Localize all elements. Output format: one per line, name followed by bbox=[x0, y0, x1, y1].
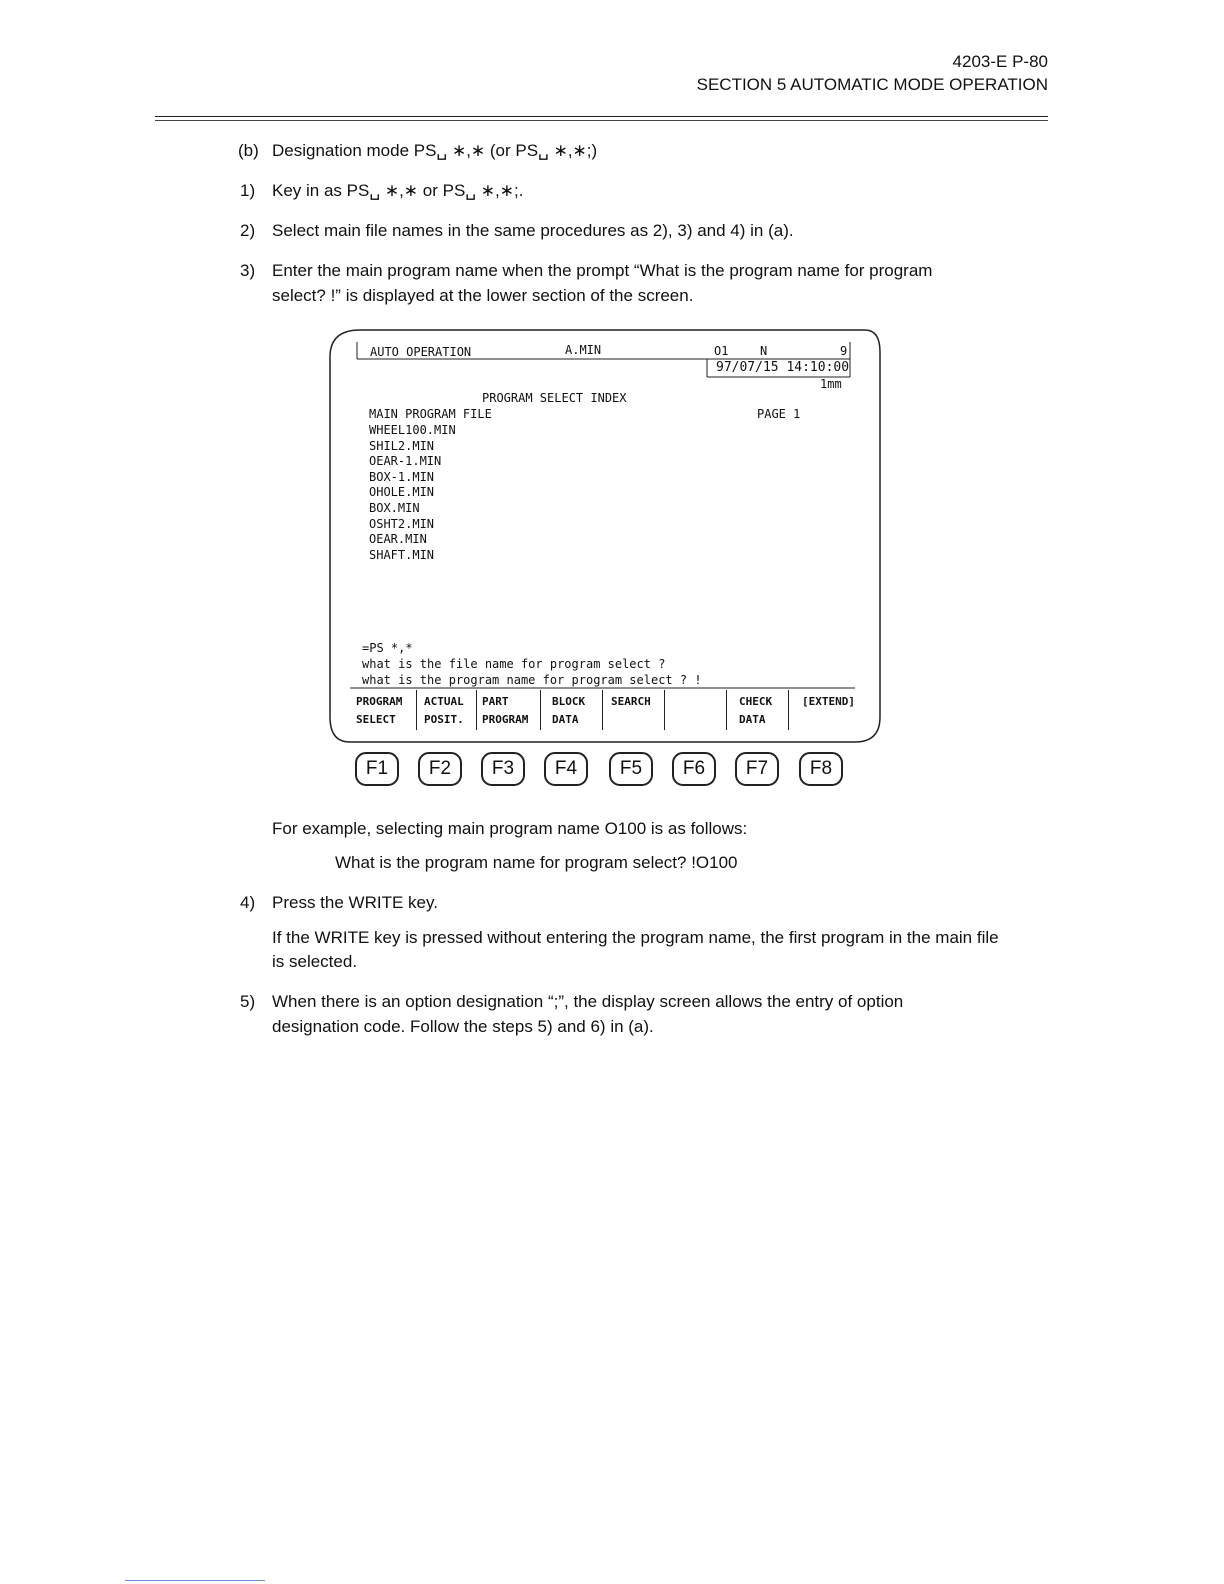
step-text-continued: select? !” is displayed at the lower section of the screen. bbox=[272, 286, 694, 305]
softkey-divider bbox=[416, 690, 417, 730]
softkey-divider bbox=[664, 690, 665, 730]
section-title: SECTION 5 AUTOMATIC MODE OPERATION bbox=[696, 75, 1048, 94]
example-prompt: What is the program name for program select? !O100 bbox=[335, 853, 738, 872]
footer-mark bbox=[125, 1580, 265, 1581]
step-number: 2) bbox=[240, 221, 256, 240]
softkey-program-select[interactable]: PROGRAM SELECT bbox=[356, 695, 403, 726]
example-intro: For example, selecting main program name O100 is as follows: bbox=[272, 819, 748, 838]
f5-key[interactable]: F5 bbox=[609, 752, 653, 786]
screen-prompt-1: what is the file name for program select ? bbox=[362, 657, 666, 671]
softkey-blank[interactable] bbox=[668, 693, 724, 729]
step-number: 3) bbox=[240, 261, 256, 280]
file-item[interactable]: BOX.MIN bbox=[369, 500, 420, 515]
f6-key[interactable]: F6 bbox=[672, 752, 716, 786]
softkey-divider bbox=[602, 690, 603, 730]
screen-list-title: MAIN PROGRAM FILE bbox=[369, 407, 492, 421]
file-item[interactable]: OHOLE.MIN bbox=[369, 485, 435, 500]
document-page-number: 4203-E P-80 bbox=[952, 52, 1048, 71]
f2-key[interactable]: F2 bbox=[418, 752, 462, 786]
file-item[interactable]: WHEEL100.MIN bbox=[369, 423, 456, 437]
step-text: Enter the main program name when the prompt “What is the program name for program bbox=[272, 261, 933, 280]
screen-page: PAGE 1 bbox=[757, 407, 801, 421]
screen-datetime: 97/07/15 14:10:00 bbox=[716, 360, 850, 375]
screen-prompt-2[interactable]: what is the program name for program select ? ! bbox=[362, 673, 702, 687]
subsection-title: Designation mode PS␣ ∗,∗ (or PS␣ ∗,∗;) bbox=[272, 141, 598, 160]
softkey-part-program[interactable]: PART PROGRAM bbox=[482, 695, 529, 726]
step-text: Key in as PS␣ ∗,∗ or PS␣ ∗,∗;. bbox=[272, 181, 524, 200]
step-number: 1) bbox=[240, 181, 256, 200]
softkey-divider bbox=[788, 690, 789, 730]
screen-n-value: 9 bbox=[840, 344, 848, 358]
write-note-continued: is selected. bbox=[272, 952, 358, 971]
softkey-divider bbox=[726, 690, 727, 730]
step-number: 4) bbox=[240, 893, 256, 912]
step-text: Select main file names in the same procedures as 2), 3) and 4) in (a). bbox=[272, 221, 794, 240]
screen-n-label: N bbox=[760, 344, 768, 358]
softkey-search[interactable]: SEARCH bbox=[611, 695, 651, 708]
f8-key[interactable]: F8 bbox=[799, 752, 843, 786]
step-text: When there is an option designation “;”, the display screen allows the entry of option bbox=[272, 992, 904, 1011]
step-number: 5) bbox=[240, 992, 256, 1011]
subsection-label: (b) bbox=[238, 141, 259, 160]
file-item[interactable]: OEAR.MIN bbox=[369, 532, 427, 547]
file-item[interactable]: SHAFT.MIN bbox=[369, 547, 435, 562]
screen-o-label: O1 bbox=[714, 344, 729, 358]
file-item[interactable]: OEAR-1.MIN bbox=[369, 454, 442, 469]
f1-key[interactable]: F1 bbox=[355, 752, 399, 786]
f3-key[interactable]: F3 bbox=[481, 752, 525, 786]
write-note: If the WRITE key is pressed without entering the program name, the first program in the main file bbox=[272, 928, 999, 947]
softkey-extend[interactable]: [EXTEND] bbox=[802, 695, 855, 708]
file-item[interactable]: BOX-1.MIN bbox=[369, 469, 435, 484]
file-item[interactable]: OSHT2.MIN bbox=[369, 516, 435, 531]
softkey-check-data[interactable]: CHECK DATA bbox=[739, 695, 773, 726]
header-rule-thin bbox=[155, 120, 1048, 121]
header-rule bbox=[155, 116, 1048, 117]
step-text: Press the WRITE key. bbox=[272, 893, 438, 912]
softkey-actual-posit[interactable]: ACTUAL POSIT. bbox=[424, 695, 464, 726]
screen-mode: AUTO OPERATION bbox=[370, 345, 472, 359]
f4-key[interactable]: F4 bbox=[544, 752, 588, 786]
step-text-continued: designation code. Follow the steps 5) and 6) in (a). bbox=[272, 1017, 654, 1036]
softkey-divider bbox=[540, 690, 541, 730]
screen-command: =PS *,* bbox=[362, 641, 413, 655]
screen-index-title: PROGRAM SELECT INDEX bbox=[482, 391, 627, 405]
file-item[interactable]: SHIL2.MIN bbox=[369, 438, 435, 453]
softkey-divider bbox=[476, 690, 477, 730]
screen-file-list bbox=[369, 423, 456, 563]
softkey-block-data[interactable]: BLOCK DATA bbox=[552, 695, 586, 726]
screen-file: A.MIN bbox=[565, 343, 602, 357]
f7-key[interactable]: F7 bbox=[735, 752, 779, 786]
screen-unit: 1mm bbox=[820, 377, 842, 391]
